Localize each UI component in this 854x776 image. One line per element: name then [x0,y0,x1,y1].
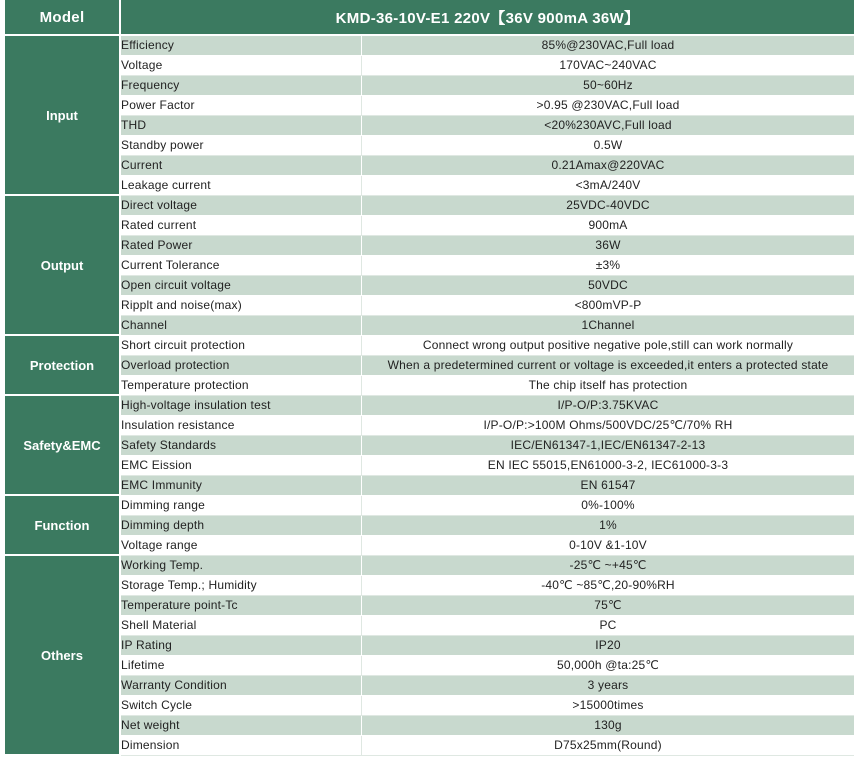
spec-row [5,56,854,76]
spec-row [5,296,854,316]
param-name: Dimming range [121,496,362,516]
param-name: THD [121,116,362,136]
param-name: Shell Material [121,616,362,636]
spec-row [5,216,854,236]
param-value: 1Channel [362,316,854,336]
spec-row [5,516,854,536]
param-name: High-voltage insulation test [121,396,362,416]
param-value: 1% [362,516,854,536]
param-value: 900mA [362,216,854,236]
param-value: EN 61547 [362,476,854,496]
param-value: EN IEC 55015,EN61000-3-2, IEC61000-3-3 [362,456,854,476]
param-value: 0%-100% [362,496,854,516]
spec-row [5,736,854,756]
param-value: 50~60Hz [362,76,854,96]
param-value: Connect wrong output positive negative pole,still can work normally [362,336,854,356]
param-name: Temperature point-Tc [121,596,362,616]
spec-row [5,496,854,516]
param-value: 0-10V &1-10V [362,536,854,556]
spec-row [5,476,854,496]
param-name: Channel [121,316,362,336]
spec-row [5,196,854,216]
spec-row [5,576,854,596]
spec-row [5,96,854,116]
header-row [5,0,854,36]
spec-row [5,116,854,136]
param-name: Rated current [121,216,362,236]
param-value: IP20 [362,636,854,656]
param-name: IP Rating [121,636,362,656]
section-label-output: Output [5,196,121,336]
param-value: 3 years [362,676,854,696]
param-name: Temperature protection [121,376,362,396]
spec-row [5,176,854,196]
spec-row [5,76,854,96]
spec-row [5,316,854,336]
param-value: 25VDC-40VDC [362,196,854,216]
param-value: 0.5W [362,136,854,156]
param-name: Working Temp. [121,556,362,576]
param-name: Insulation resistance [121,416,362,436]
param-value: 85%@230VAC,Full load [362,36,854,56]
spec-row [5,36,854,56]
param-value: 50,000h @ta:25℃ [362,656,854,676]
param-name: Voltage [121,56,362,76]
param-name: Leakage current [121,176,362,196]
spec-body [5,36,854,756]
param-value: -25℃ ~+45℃ [362,556,854,576]
param-value: 130g [362,716,854,736]
model-value: KMD-36-10V-E1 220V【36V 900mA 36W】 [121,0,854,36]
param-value: PC [362,616,854,636]
param-value: I/P-O/P:3.75KVAC [362,396,854,416]
param-name: Open circuit voltage [121,276,362,296]
spec-row [5,436,854,456]
param-name: EMC Immunity [121,476,362,496]
param-value: The chip itself has protection [362,376,854,396]
param-name: Rated Power [121,236,362,256]
param-name: Dimming depth [121,516,362,536]
param-name: Power Factor [121,96,362,116]
section-label-input: Input [5,36,121,196]
spec-row [5,356,854,376]
spec-row [5,136,854,156]
param-name: Ripplt and noise(max) [121,296,362,316]
param-value: 50VDC [362,276,854,296]
param-name: Safety Standards [121,436,362,456]
param-name: Frequency [121,76,362,96]
spec-row [5,236,854,256]
param-value: -40℃ ~85℃,20-90%RH [362,576,854,596]
spec-row [5,336,854,356]
spec-row [5,456,854,476]
spec-row [5,636,854,656]
section-label-function: Function [5,496,121,556]
spec-row [5,396,854,416]
param-name: Switch Cycle [121,696,362,716]
param-value: >0.95 @230VAC,Full load [362,96,854,116]
param-value: <20%230AVC,Full load [362,116,854,136]
param-name: Dimension [121,736,362,756]
param-value: 0.21Amax@220VAC [362,156,854,176]
spec-row [5,616,854,636]
param-value: 75℃ [362,596,854,616]
param-value: I/P-O/P:>100M Ohms/500VDC/25℃/70% RH [362,416,854,436]
param-name: Efficiency [121,36,362,56]
param-value: D75x25mm(Round) [362,736,854,756]
spec-row [5,256,854,276]
param-value: IEC/EN61347-1,IEC/EN61347-2-13 [362,436,854,456]
param-name: Current Tolerance [121,256,362,276]
param-name: Direct voltage [121,196,362,216]
spec-row [5,556,854,576]
param-name: Warranty Condition [121,676,362,696]
spec-row [5,416,854,436]
section-label-safety-emc: Safety&EMC [5,396,121,496]
param-name: EMC Eission [121,456,362,476]
param-name: Standby power [121,136,362,156]
spec-table [5,0,854,756]
param-name: Voltage range [121,536,362,556]
param-name: Lifetime [121,656,362,676]
param-name: Storage Temp.; Humidity [121,576,362,596]
param-name: Overload protection [121,356,362,376]
param-name: Current [121,156,362,176]
spec-row [5,656,854,676]
param-name: Net weight [121,716,362,736]
model-label: Model [5,0,121,36]
spec-row [5,536,854,556]
section-label-others: Others [5,556,121,756]
param-value: ±3% [362,256,854,276]
spec-row [5,596,854,616]
param-value: 170VAC~240VAC [362,56,854,76]
spec-row [5,376,854,396]
spec-row [5,696,854,716]
spec-row [5,716,854,736]
param-value: <3mA/240V [362,176,854,196]
param-value: 36W [362,236,854,256]
param-name: Short circuit protection [121,336,362,356]
section-label-protection: Protection [5,336,121,396]
spec-row [5,156,854,176]
param-value: <800mVP-P [362,296,854,316]
spec-row [5,276,854,296]
param-value: >15000times [362,696,854,716]
param-value: When a predetermined current or voltage is exceeded,it enters a protected state [362,356,854,376]
spec-row [5,676,854,696]
